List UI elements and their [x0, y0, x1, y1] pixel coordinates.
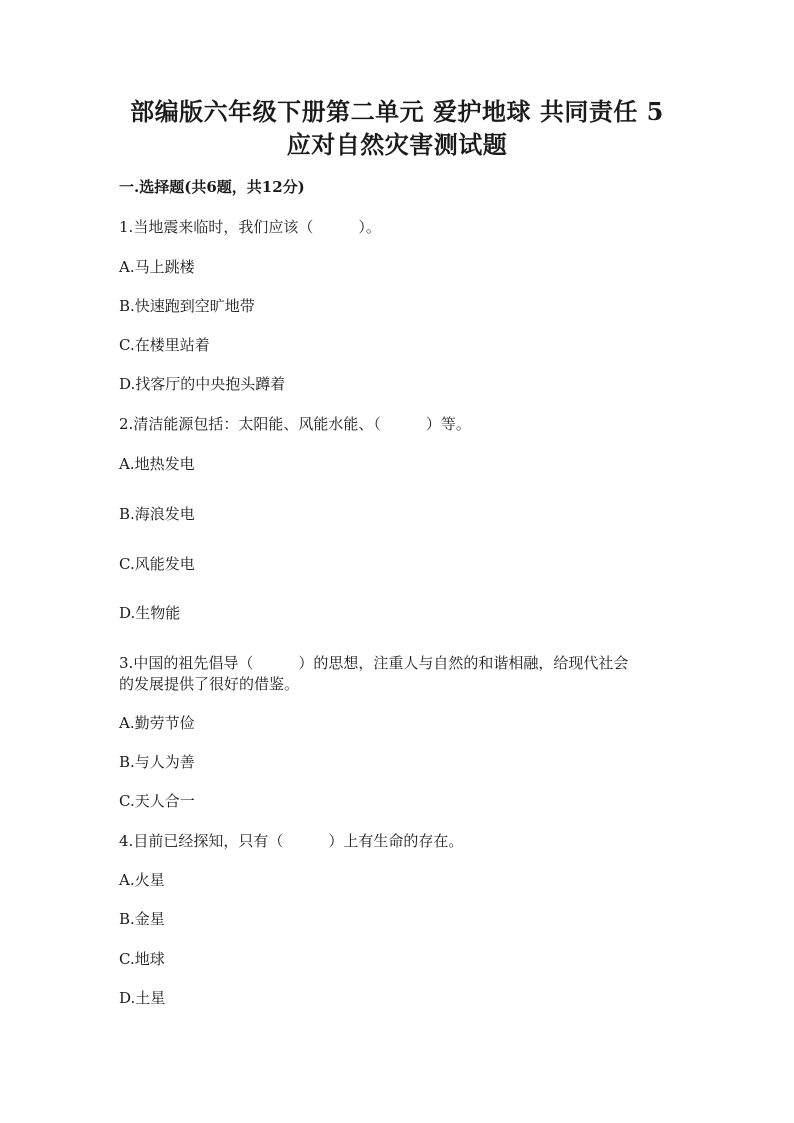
- question-2-option-d[interactable]: D.生物能: [119, 604, 181, 622]
- question-2-number: 2.: [119, 415, 134, 433]
- question-4-option-d[interactable]: D.土星: [119, 989, 166, 1007]
- question-4-option-b[interactable]: B.金星: [119, 910, 165, 928]
- question-3-option-c[interactable]: C.天人合一: [119, 792, 195, 810]
- question-1-option-a[interactable]: A.马上跳楼: [119, 258, 195, 276]
- question-4-option-a[interactable]: A.火星: [119, 871, 165, 889]
- question-2-option-a[interactable]: A.地热发电: [119, 455, 195, 473]
- question-3-option-b[interactable]: B.与人为善: [119, 753, 195, 771]
- question-4-option-c[interactable]: C.地球: [119, 950, 165, 968]
- page-title-line1: 部编版六年级下册第二单元 爱护地球 共同责任 5: [130, 97, 664, 126]
- question-4: [119, 830, 679, 852]
- question-1-option-c[interactable]: C.在楼里站着: [119, 336, 210, 354]
- question-3-stem-line2: 的发展提供了很好的借鉴。: [119, 675, 300, 693]
- question-2-option-b[interactable]: B.海浪发电: [119, 505, 195, 523]
- question-3: [119, 652, 679, 674]
- question-1-option-b[interactable]: B.快速跑到空旷地带: [119, 297, 255, 315]
- question-1-number: 1.: [119, 218, 134, 236]
- question-1-option-d[interactable]: D.找客厅的中央抱头蹲着: [119, 375, 286, 393]
- question-2: [119, 413, 679, 435]
- page-title-line2: 应对自然灾害测试题: [286, 130, 508, 159]
- question-3-number: 3.: [119, 654, 134, 672]
- question-1: [119, 216, 679, 238]
- question-4-stem: 目前已经探知，只有（ ）上有生命的存在。: [133, 832, 464, 850]
- question-3-stem-line1: 中国的祖先倡导（ ）的思想，注重人与自然的和谐相融，给现代社会: [133, 654, 629, 672]
- question-1-stem: 当地震来临时，我们应该（ ）。: [133, 218, 381, 236]
- section-heading: 一.选择题(共6题，共12分): [119, 178, 305, 196]
- question-2-option-c[interactable]: C.风能发电: [119, 555, 195, 573]
- question-4-number: 4.: [119, 832, 134, 850]
- question-2-stem: 清洁能源包括：太阳能、风能水能、（ ）等。: [133, 415, 471, 433]
- question-3-option-a[interactable]: A.勤劳节俭: [119, 714, 195, 732]
